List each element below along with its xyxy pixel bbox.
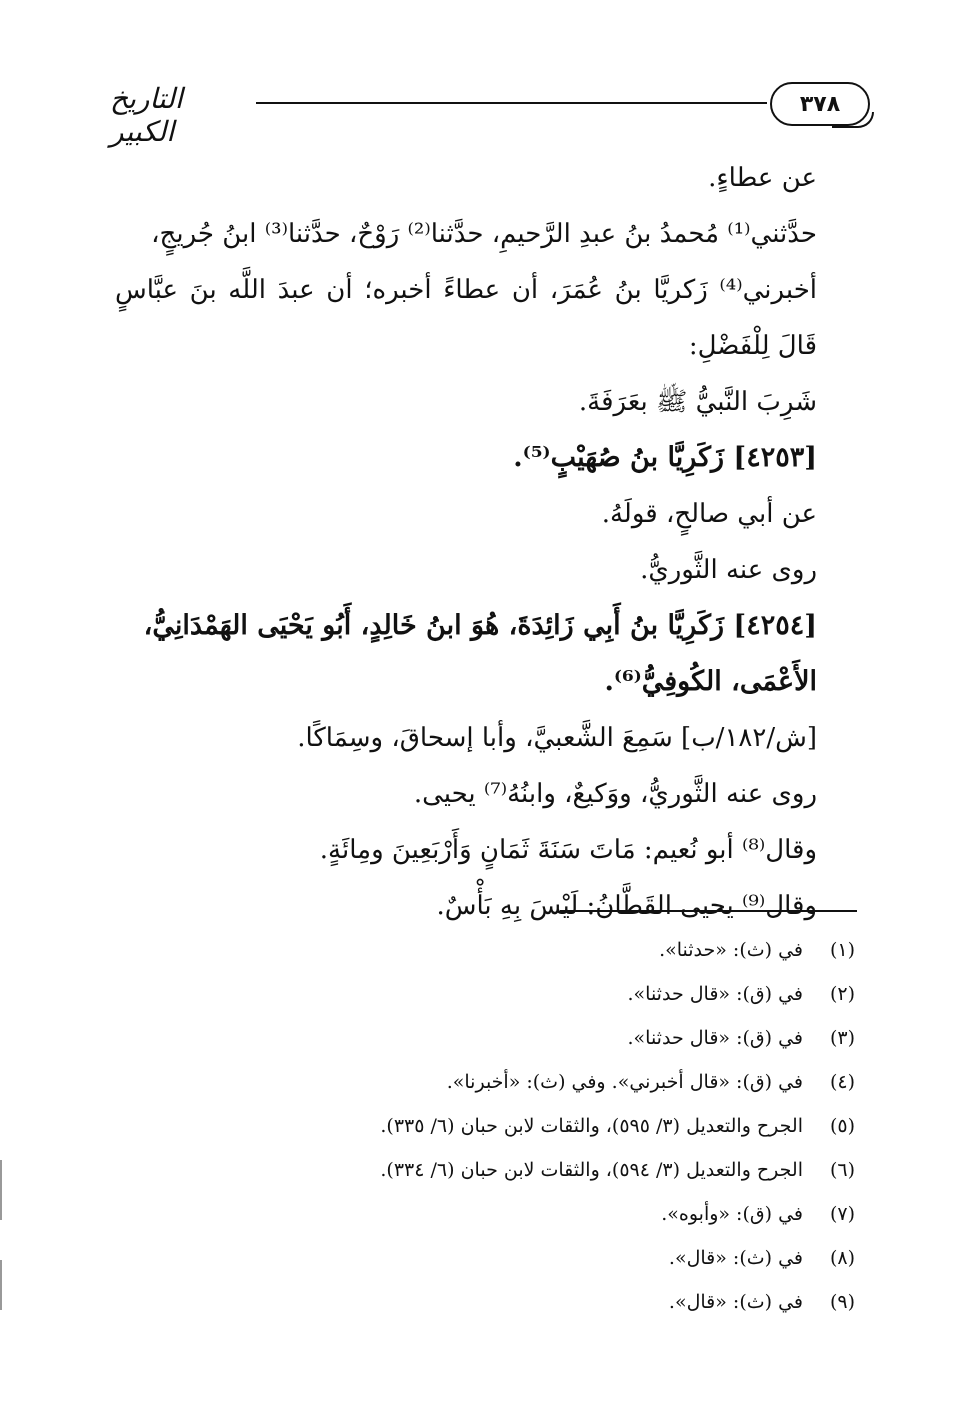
footnote-text: في (ث): «قال».: [668, 1291, 803, 1313]
footnote-text: في (ق): «قال حدثنا».: [627, 983, 803, 1005]
footnote: [200, 1104, 855, 1148]
footnote: [200, 1148, 855, 1192]
text-line: وقال⁽⁹⁾ يحيى القَطَّانُ: لَيْسَ بِهِ بَأْسٌ.: [436, 891, 817, 921]
footnote: [200, 1236, 855, 1280]
text-line: شَرِبَ النَّبيُّ ﷺ بعَرَفَةَ.: [578, 387, 817, 417]
badge-ornament: [832, 112, 874, 128]
footnote: [200, 1280, 855, 1324]
footnote-number: (٣): [829, 1027, 855, 1049]
footnote-text: في (ق): «قال حدثنا».: [627, 1027, 803, 1049]
text-line: [ش/١٨٢/ب] سَمِعَ الشَّعبيَّ، وأبا إسحاقَ، وسِمَاكًا.: [297, 723, 817, 753]
text-line: حدَّثني⁽¹⁾ مُحمدُ بنُ عبدِ الرَّحيمِ، حدَّثنا⁽²⁾ رَوْحٌ، حدَّثنا⁽³⁾ ابنُ جُريجٍ،: [151, 219, 817, 249]
entry-heading: [٤٢٥٤] زَكَرِيَّا بنُ أَبِي زَائِدَةَ، هُوَ ابنُ خَالِدٍ، أَبُو يَحْيَى الهَمْدَانِيُّ،: [143, 610, 817, 641]
footnote: [200, 928, 855, 972]
footnote-number: (٩): [829, 1291, 855, 1313]
footnote-separator: [560, 910, 857, 912]
text-line: روى عنه الثَّوريُّ.: [640, 555, 817, 585]
footnotes: [200, 928, 855, 1324]
text-line: وقال⁽⁸⁾ أبو نُعيم: مَاتَ سَنَةَ ثَمَانٍ وَأَرْبَعِينَ ومِائَةٍ.: [319, 835, 817, 865]
footnote-number: (٧): [829, 1203, 855, 1225]
footnote-number: (٥): [829, 1115, 855, 1137]
footnote-number: (٦): [829, 1159, 855, 1181]
scan-edge-mark: [0, 1160, 2, 1220]
footnote: [200, 1060, 855, 1104]
footnote-number: (٢): [829, 983, 855, 1005]
page-header: [110, 78, 870, 148]
footnote-number: (٤): [829, 1071, 855, 1093]
text-line: عن أبي صالحٍ، قولَهُ.: [601, 499, 817, 529]
text-line: عن عطاءٍ.: [708, 163, 817, 193]
footnote-text: في (ث): «حدثنا».: [659, 939, 803, 961]
footnote-text: في (ق): «وأبوه».: [661, 1203, 803, 1225]
footnote-number: (١): [829, 939, 855, 961]
book-title: التاريخ الكبير: [110, 82, 183, 148]
footnote: [200, 972, 855, 1016]
entry-heading: [٤٢٥٣] زَكَرِيَّا بنُ صُهَيْبٍ⁽⁵⁾.: [513, 442, 817, 473]
main-text: [115, 150, 817, 934]
footnote-text: في (ث): «قال».: [668, 1247, 803, 1269]
footnote-text: الجرح والتعديل (٣/ ٥٩٤)، والثقات لابن حبان (٦/ ٣٣٤).: [380, 1159, 803, 1181]
header-rule: [256, 102, 767, 104]
footnote: [200, 1016, 855, 1060]
footnote-number: (٨): [829, 1247, 855, 1269]
footnote-text: في (ق): «قال أخبرني». وفي (ث): «أخبرنا».: [446, 1071, 803, 1093]
footnote: [200, 1192, 855, 1236]
page-number: ٣٧٨: [799, 91, 841, 117]
scan-edge-mark: [0, 1260, 2, 1310]
text-line: روى عنه الثَّوريُّ، ووَكيعٌ، وابنُهُ⁽⁷⁾ يحيى.: [413, 779, 817, 809]
footnote-text: الجرح والتعديل (٣/ ٥٩٥)، والثقات لابن حبان (٦/ ٣٣٥).: [380, 1115, 803, 1137]
entry-heading: الأَعْمَى، الكُوفِيُّ⁽⁶⁾.: [604, 666, 817, 697]
text-line: أخبرني⁽⁴⁾ زَكريَّا بنُ عُمَرَ، أن عطاءً أخبره؛ أن عبدَ اللَّه بنَ عبَّاسٍ قَالَ لِلْفَضْلِ:: [115, 275, 817, 361]
